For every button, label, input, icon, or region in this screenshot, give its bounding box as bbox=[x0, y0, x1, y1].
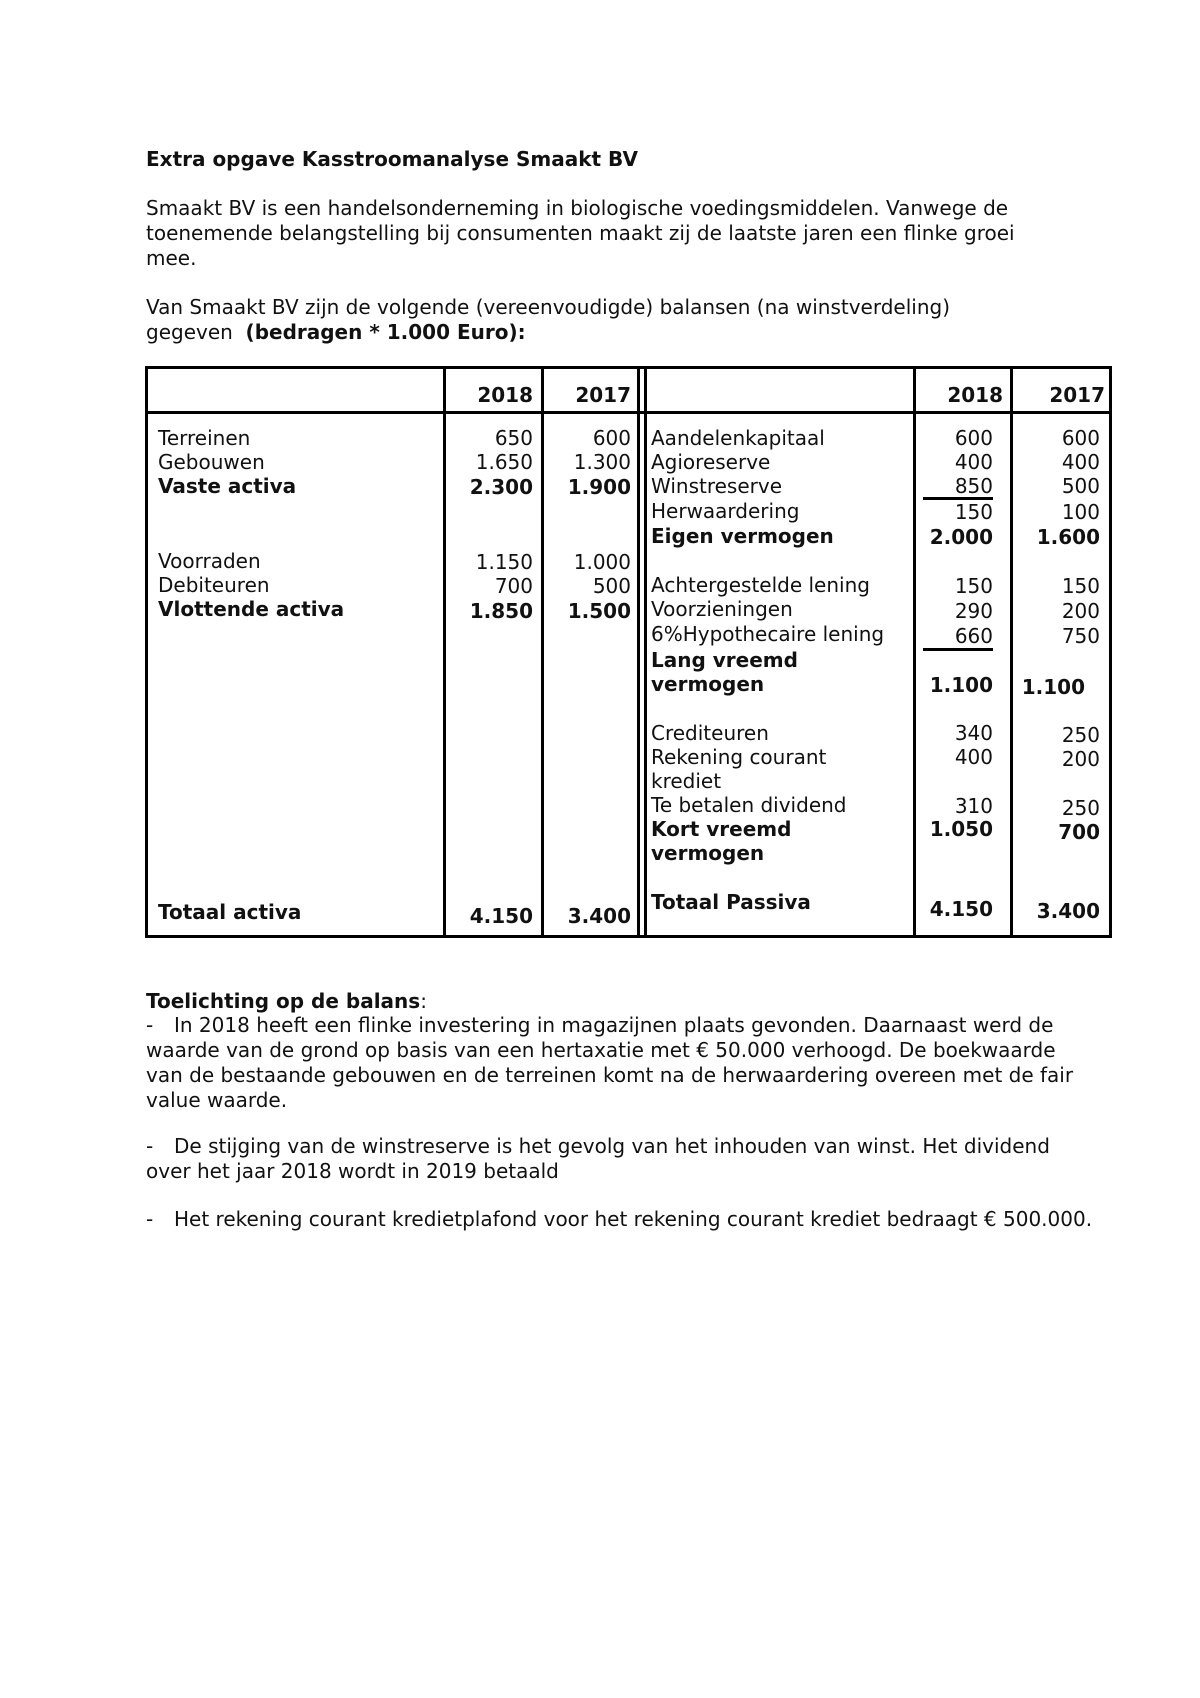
activa-voorraden-2017: 1.000 bbox=[573, 550, 631, 574]
passiva-label-rekening-courant-krediet: Rekening courant krediet bbox=[651, 745, 827, 793]
toelichting-title-text: Toelichting op de balans bbox=[146, 989, 421, 1013]
note-dash: - bbox=[146, 1207, 154, 1231]
note-item bbox=[146, 1207, 1096, 1232]
subtotal-underline bbox=[923, 648, 993, 651]
activa-vlottende-activa-2018: 1.850 bbox=[469, 599, 533, 623]
passiva-label-kort-vreemd-vermogen: Kort vreemd vermogen bbox=[651, 817, 792, 865]
passiva-aandelenkapitaal-2017: 600 bbox=[1061, 426, 1100, 450]
total-activa-2017: 3.400 bbox=[567, 904, 631, 928]
note-text: In 2018 heeft een flinke investering in magazijnen plaats gevonden. Daarnaast werd de waarde van de grond op basis van een hertaxatie met € 50.000 verhoogd. De boekwaarde van de bestaande gebouwen en de terreinen komt na de herwaardering overeen met de fair value waarde. bbox=[146, 1013, 1074, 1112]
passiva-label-hypothecaire-lening: 6%Hypothecaire lening bbox=[651, 622, 885, 646]
activa-gebouwen-2017: 1.300 bbox=[573, 450, 631, 474]
passiva-kort-vreemd-vermogen-2018: 1.050 bbox=[929, 817, 993, 841]
page-title: Extra opgave Kasstroomanalyse Smaakt BV bbox=[146, 147, 638, 171]
column-divider bbox=[637, 369, 647, 935]
activa-label-voorraden: Voorraden bbox=[158, 549, 261, 573]
passiva-agioreserve-2017: 400 bbox=[1061, 450, 1100, 474]
passiva-label-crediteuren: Crediteuren bbox=[651, 721, 769, 745]
note-item bbox=[146, 1013, 1096, 1113]
activa-vaste-activa-2018: 2.300 bbox=[469, 475, 533, 499]
passiva-rekening-courant-krediet-2017: 200 bbox=[1061, 747, 1100, 771]
passiva-herwaardering-2017: 100 bbox=[1061, 500, 1100, 524]
note-text: De stijging van de winstreserve is het gevolg van het inhouden van winst. Het dividend over het jaar 2018 wordt in 2019 betaald bbox=[146, 1134, 1050, 1183]
activa-voorraden-2018: 1.150 bbox=[475, 550, 533, 574]
passiva-hypothecaire-lening-2018: 660 bbox=[954, 624, 993, 648]
passiva-winstreserve-2018: 850 bbox=[954, 474, 993, 498]
passiva-label-eigen-vermogen: Eigen vermogen bbox=[651, 524, 834, 548]
passiva-label-achtergestelde-lening: Achtergestelde lening bbox=[651, 573, 870, 597]
passiva-achtergestelde-lening-2017: 150 bbox=[1061, 574, 1100, 598]
passiva-label-aandelenkapitaal: Aandelenkapitaal bbox=[651, 426, 825, 450]
header-divider bbox=[148, 411, 1109, 414]
activa-label-vlottende-activa: Vlottende activa bbox=[158, 597, 345, 621]
passiva-voorzieningen-2018: 290 bbox=[954, 599, 993, 623]
passiva-eigen-vermogen-2018: 2.000 bbox=[929, 525, 993, 549]
total-passiva-2018: 4.150 bbox=[929, 897, 993, 921]
passiva-te-betalen-dividend-2017: 250 bbox=[1061, 796, 1100, 820]
toelichting-title-colon: : bbox=[420, 989, 427, 1013]
passiva-agioreserve-2018: 400 bbox=[954, 450, 993, 474]
note-dash: - bbox=[146, 1013, 154, 1037]
passiva-winstreserve-2017: 500 bbox=[1061, 474, 1100, 498]
column-divider bbox=[443, 369, 446, 935]
activa-vaste-activa-2017: 1.900 bbox=[567, 475, 631, 499]
balance-intro-unit: (bedragen * 1.000 Euro): bbox=[245, 320, 526, 344]
passiva-kort-vreemd-vermogen-2017: 700 bbox=[1058, 820, 1100, 844]
header-activa-2018: 2018 bbox=[477, 383, 533, 407]
passiva-label-agioreserve: Agioreserve bbox=[651, 450, 771, 474]
balance-sheet-table bbox=[145, 366, 1112, 938]
note-item bbox=[146, 1134, 1096, 1184]
passiva-aandelenkapitaal-2018: 600 bbox=[954, 426, 993, 450]
passiva-label-winstreserve: Winstreserve bbox=[651, 474, 783, 498]
header-passiva-2017: 2017 bbox=[1049, 383, 1105, 407]
toelichting-title bbox=[146, 989, 427, 1013]
header-activa-2017: 2017 bbox=[575, 383, 631, 407]
passiva-eigen-vermogen-2017: 1.600 bbox=[1036, 525, 1100, 549]
activa-label-terreinen: Terreinen bbox=[158, 426, 251, 450]
passiva-herwaardering-2018: 150 bbox=[954, 500, 993, 524]
note-dash: - bbox=[146, 1134, 154, 1158]
activa-vlottende-activa-2017: 1.500 bbox=[567, 599, 631, 623]
passiva-label-voorzieningen: Voorzieningen bbox=[651, 597, 793, 621]
balance-intro-paragraph bbox=[146, 295, 1046, 345]
activa-label-debiteuren: Debiteuren bbox=[158, 573, 270, 597]
total-activa-2018: 4.150 bbox=[469, 904, 533, 928]
passiva-crediteuren-2017: 250 bbox=[1061, 723, 1100, 747]
passiva-hypothecaire-lening-2017: 750 bbox=[1061, 624, 1100, 648]
column-divider bbox=[913, 369, 916, 935]
activa-gebouwen-2018: 1.650 bbox=[475, 450, 533, 474]
activa-debiteuren-2018: 700 bbox=[494, 574, 533, 598]
passiva-label-te-betalen-dividend: Te betalen dividend bbox=[651, 793, 847, 817]
intro-paragraph: Smaakt BV is een handelsonderneming in biologische voedingsmiddelen. Vanwege de toenemende belangstelling bij consumenten maakt zij de laatste jaren een flinke groei mee. bbox=[146, 196, 1015, 270]
activa-label-gebouwen: Gebouwen bbox=[158, 450, 265, 474]
passiva-achtergestelde-lening-2018: 150 bbox=[954, 574, 993, 598]
column-divider bbox=[1010, 369, 1013, 935]
passiva-crediteuren-2018: 340 bbox=[954, 721, 993, 745]
passiva-lang-vreemd-vermogen-2017: 1.100 bbox=[1021, 675, 1085, 699]
column-divider bbox=[541, 369, 544, 935]
activa-terreinen-2018: 650 bbox=[494, 426, 533, 450]
balance-intro-text: Van Smaakt BV zijn de volgende (vereenvoudigde) balansen (na winstverdeling) gegeven bbox=[146, 295, 951, 344]
header-passiva-2018: 2018 bbox=[947, 383, 1003, 407]
passiva-rekening-courant-krediet-2018: 400 bbox=[954, 745, 993, 769]
total-passiva-label: Totaal Passiva bbox=[651, 890, 811, 914]
passiva-voorzieningen-2017: 200 bbox=[1061, 599, 1100, 623]
passiva-lang-vreemd-vermogen-2018: 1.100 bbox=[929, 673, 993, 697]
total-passiva-2017: 3.400 bbox=[1036, 899, 1100, 923]
note-text: Het rekening courant kredietplafond voor het rekening courant krediet bedraagt € 500.000. bbox=[174, 1207, 1093, 1231]
activa-terreinen-2017: 600 bbox=[592, 426, 631, 450]
activa-debiteuren-2017: 500 bbox=[592, 574, 631, 598]
passiva-te-betalen-dividend-2018: 310 bbox=[954, 794, 993, 818]
activa-label-vaste-activa: Vaste activa bbox=[158, 474, 297, 498]
total-activa-label: Totaal activa bbox=[158, 900, 302, 924]
passiva-label-lang-vreemd-vermogen: Lang vreemd vermogen bbox=[651, 648, 798, 696]
passiva-label-herwaardering: Herwaardering bbox=[651, 499, 800, 523]
